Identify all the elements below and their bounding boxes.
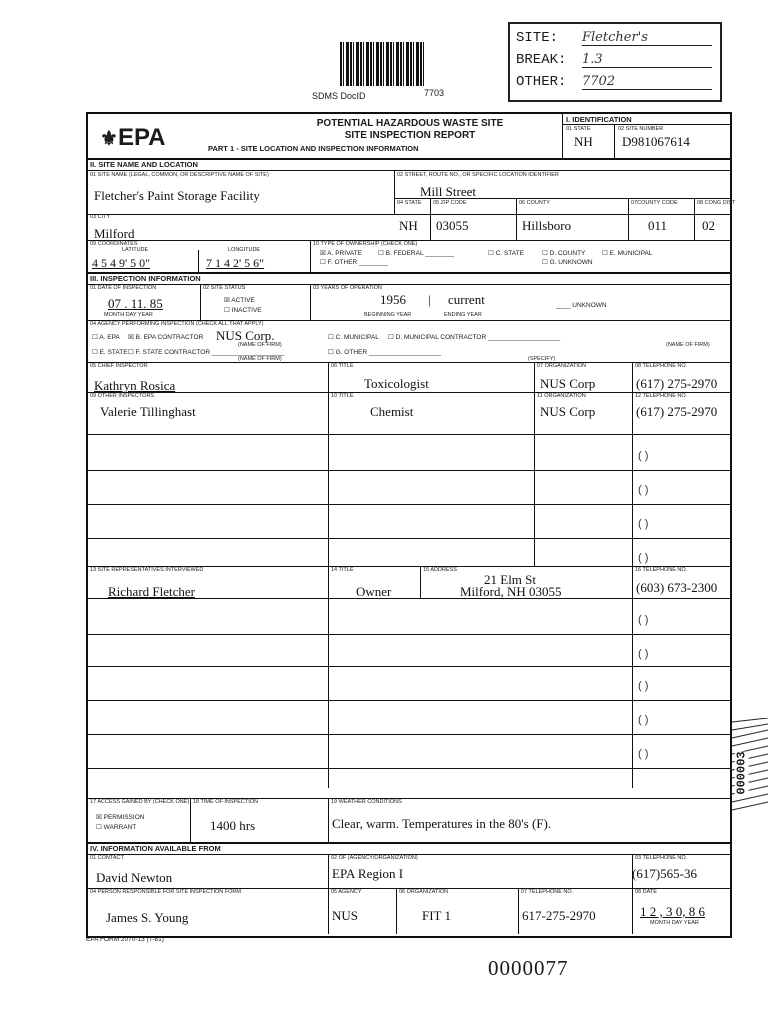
other-phone-label: 12 TELEPHONE NO. bbox=[635, 393, 688, 399]
specify-label: (SPECIFY) bbox=[528, 356, 556, 362]
other-title: Chemist bbox=[370, 404, 414, 419]
ownership-county: ☐ D. COUNTY bbox=[542, 250, 586, 257]
side-stamp-number: 000003 bbox=[734, 751, 749, 795]
access-label: 17 ACCESS GAINED BY (CHECK ONE) bbox=[90, 799, 190, 805]
name-of-firm-1: (NAME OF FIRM) bbox=[238, 342, 282, 348]
person-org: FIT 1 bbox=[422, 908, 452, 923]
section-site-location: II. SITE NAME AND LOCATION bbox=[90, 160, 198, 169]
zip: 03055 bbox=[436, 218, 469, 233]
ownership-federal: ☐ B. FEDERAL ________ bbox=[378, 250, 455, 257]
site-stamp bbox=[508, 22, 722, 102]
section-inspection: III. INSPECTION INFORMATION bbox=[90, 274, 201, 283]
contact: David Newton bbox=[96, 870, 173, 885]
epa-seal-icon: ⚜ bbox=[100, 128, 118, 150]
agency-state: ☐ E. STATE bbox=[92, 349, 128, 356]
site-name-label: 01 SITE NAME (LEGAL, COMMON, OR DESCRIPTIVE NAME OF SITE) bbox=[90, 172, 269, 178]
person-label: 04 PERSON RESPONSIBLE FOR SITE INSPECTION FORM bbox=[90, 889, 241, 895]
county-code-label: 07COUNTY CODE bbox=[631, 200, 678, 206]
contact-label: 01 CONTACT bbox=[90, 855, 124, 861]
chief-phone-label: 08 TELEPHONE NO. bbox=[635, 363, 688, 369]
rep-title: Owner bbox=[356, 584, 392, 599]
name-of-firm-3: (NAME OF FIRM) bbox=[238, 356, 282, 362]
form-date-label: 08 DATE bbox=[635, 889, 657, 895]
ownership-private: ☒ A. PRIVATE bbox=[320, 250, 363, 257]
chief-inspector: Kathryn Rosica bbox=[94, 378, 176, 393]
latitude-label: LATITUDE bbox=[122, 247, 149, 253]
years-label: 03 YEARS OF OPERATION bbox=[313, 285, 382, 291]
year-sep: | bbox=[428, 292, 431, 307]
id-state: NH bbox=[574, 134, 593, 149]
id-site-number-label: 02 SITE NUMBER bbox=[618, 126, 664, 132]
rep-phone: (603) 673-2300 bbox=[636, 580, 718, 595]
agency-other: ☐ G. OTHER ____________________ bbox=[328, 349, 442, 356]
stamp-other-label: OTHER: bbox=[516, 74, 567, 90]
person: James S. Young bbox=[106, 910, 189, 925]
agency-municipal: ☐ C. MUNICIPAL bbox=[328, 334, 379, 341]
ownership-other: ☐ F. OTHER ________ bbox=[320, 259, 388, 266]
street: Mill Street bbox=[420, 184, 476, 199]
state-label: 04 STATE bbox=[397, 200, 422, 206]
longitude: 7 1 4 2' 5 6" bbox=[206, 256, 265, 270]
phone-blank-1: ( ) bbox=[638, 450, 649, 462]
end-sub: ENDING YEAR bbox=[444, 312, 482, 318]
inspection-time: 1400 hrs bbox=[210, 818, 256, 833]
stamp-site-label: SITE: bbox=[516, 30, 559, 46]
cong-label: 08 CONG DIST bbox=[697, 200, 736, 206]
barcode bbox=[340, 42, 424, 86]
rep-title-label: 14 TITLE bbox=[331, 567, 354, 573]
coords-label: 09 COORDINATES bbox=[90, 241, 138, 247]
name-of-firm-2: (NAME OF FIRM) bbox=[666, 342, 710, 348]
city: Milford bbox=[94, 226, 135, 241]
form-title bbox=[260, 118, 560, 142]
form-title-line3: PART 1 - SITE LOCATION AND INSPECTION INFORMATION bbox=[208, 144, 419, 153]
epa-logo: ⚜EPA bbox=[100, 124, 166, 151]
other-org-label: 11 ORGANIZATION bbox=[537, 393, 586, 399]
date-sub: MONTH DAY YEAR bbox=[104, 312, 153, 318]
of-label: 02 OF (AGENCY/ORGANIZATION) bbox=[331, 855, 418, 861]
state: NH bbox=[399, 218, 418, 233]
person-tel-label: 07 TELEPHONE NO. bbox=[521, 889, 574, 895]
chief-phone: (617) 275-2970 bbox=[636, 376, 718, 391]
person-agency-label: 05 AGENCY bbox=[331, 889, 362, 895]
phone-blank-3: ( ) bbox=[638, 518, 649, 530]
rep-address-1: 21 Elm St bbox=[484, 572, 537, 587]
form-number: EPA FORM 2070-13 (7-81) bbox=[86, 936, 164, 943]
person-agency: NUS bbox=[332, 908, 359, 923]
contact-phone-label: 03 TELEPHONE NO. bbox=[635, 855, 688, 861]
site-name: Fletcher's Paint Storage Facility bbox=[94, 188, 260, 203]
identification-heading: I. IDENTIFICATION bbox=[566, 115, 632, 124]
ownership-municipal: ☐ E. MUNICIPAL bbox=[602, 250, 653, 257]
chief-org-label: 07 ORGANIZATION bbox=[537, 363, 587, 369]
weather-label: 19 WEATHER CONDITIONS bbox=[331, 799, 402, 805]
agency-state-contractor: ☐ F. STATE CONTRACTOR ____________________ bbox=[128, 349, 285, 356]
rep-name: Richard Fletcher bbox=[108, 584, 195, 599]
other-inspector: Valerie Tillinghast bbox=[100, 404, 196, 419]
agency-epa-contractor: ☒ B. EPA CONTRACTOR bbox=[128, 334, 204, 341]
years-unknown: ____ UNKNOWN bbox=[556, 302, 607, 309]
county-code: 011 bbox=[648, 218, 668, 233]
others-label: 09 OTHER INSPECTORS bbox=[90, 393, 155, 399]
phone-blank-4: ( ) bbox=[638, 552, 649, 564]
ownership-unknown: ☐ G. UNKNOWN bbox=[542, 259, 593, 266]
id-site-number: D981067614 bbox=[622, 134, 690, 149]
id-state-label: 01 STATE bbox=[566, 126, 591, 132]
form-date-sub: MONTH DAY YEAR bbox=[650, 920, 699, 926]
section-info-available: IV. INFORMATION AVAILABLE FROM bbox=[90, 844, 221, 853]
form-title-line2: SITE INSPECTION REPORT bbox=[344, 130, 476, 141]
phone-blank-7: ( ) bbox=[638, 680, 649, 692]
phone-blank-2: ( ) bbox=[638, 484, 649, 496]
person-org-label: 06 ORGANIZATION bbox=[399, 889, 449, 895]
agency-municipal-contractor: ☐ D. MUNICIPAL CONTRACTOR ____________________ bbox=[388, 334, 561, 341]
time-label: 18 TIME OF INSPECTION bbox=[193, 799, 258, 805]
rep-address-label: 15 ADDRESS bbox=[423, 567, 457, 573]
weather: Clear, warm. Temperatures in the 80's (F). bbox=[332, 816, 552, 831]
county: Hillsboro bbox=[522, 218, 572, 233]
begin-sub: BEGINNING YEAR bbox=[364, 312, 412, 318]
chief-title-label: 06 TITLE bbox=[331, 363, 354, 369]
phone-blank-8: ( ) bbox=[638, 714, 649, 726]
other-org: NUS Corp bbox=[540, 404, 596, 419]
date-label: 01 DATE OF INSPECTION bbox=[90, 285, 157, 291]
agency-label: 04 AGENCY PERFORMING INSPECTION (CHECK ALL THAT APPLY) bbox=[90, 321, 264, 327]
county-label: 06 COUNTY bbox=[519, 200, 550, 206]
ownership-state: ☐ C. STATE bbox=[488, 250, 524, 257]
form-date: 1 2 , 3 0, 8 6 bbox=[640, 904, 705, 919]
cong-dist: 02 bbox=[702, 218, 715, 233]
epa-contractor-name: NUS Corp. bbox=[216, 328, 275, 343]
zip-label: 05 ZIP CODE bbox=[433, 200, 467, 206]
rep-address-2: Milford, NH 03055 bbox=[460, 584, 562, 599]
form-title-line1: POTENTIAL HAZARDOUS WASTE SITE bbox=[316, 118, 504, 129]
inspection-form bbox=[86, 112, 736, 938]
chief-title: Toxicologist bbox=[364, 376, 429, 391]
status-active: ☒ ACTIVE bbox=[224, 297, 255, 304]
longitude-label: LONGITUDE bbox=[228, 247, 261, 253]
phone-blank-6: ( ) bbox=[638, 648, 649, 660]
city-label: 03 CITY bbox=[90, 214, 111, 220]
access-warrant: ☐ WARRANT bbox=[96, 824, 137, 831]
access-permission: ☒ PERMISSION bbox=[96, 814, 145, 821]
stamp-site-value: Fletcher's bbox=[582, 30, 712, 46]
chief-label: 05 CHIEF INSPECTOR bbox=[90, 363, 148, 369]
stamp-break-label: BREAK: bbox=[516, 52, 567, 68]
side-stamp bbox=[730, 718, 770, 828]
contact-org: EPA Region I bbox=[332, 866, 404, 881]
docid-number: 7703 bbox=[424, 88, 445, 98]
chief-org: NUS Corp bbox=[540, 376, 596, 391]
ownership-label: 10 TYPE OF OWNERSHIP (CHECK ONE) bbox=[313, 241, 418, 247]
status-label: 02 SITE STATUS bbox=[203, 285, 246, 291]
inspection-date: 07 . 11. 85 bbox=[108, 296, 163, 311]
rep-phone-label: 16 TELEPHONE NO. bbox=[635, 567, 688, 573]
phone-blank-9: ( ) bbox=[638, 748, 649, 760]
person-tel: 617-275-2970 bbox=[522, 908, 596, 923]
status-inactive: ☐ INACTIVE bbox=[224, 307, 262, 314]
latitude: 4 5 4 9' 5 0" bbox=[92, 256, 151, 270]
street-label: 02 STREET, ROUTE NO., OR SPECIFIC LOCATION IDENTIFIER bbox=[397, 172, 559, 178]
page-number: 0000077 bbox=[488, 956, 569, 980]
reps-label: 13 SITE REPRESENTATIVES INTERVIEWED bbox=[90, 567, 204, 573]
docid-label: SDMS DocID bbox=[312, 91, 366, 101]
other-phone: (617) 275-2970 bbox=[636, 404, 718, 419]
stamp-other-value: 7702 bbox=[582, 74, 712, 90]
other-title-label: 10 TITLE bbox=[331, 393, 354, 399]
agency-epa: ☐ A. EPA bbox=[92, 334, 120, 341]
phone-blank-5: ( ) bbox=[638, 614, 649, 626]
contact-phone: (617)565-36 bbox=[632, 866, 697, 881]
year-end: current bbox=[448, 292, 485, 307]
year-begin: 1956 bbox=[380, 292, 406, 307]
stamp-break-value: 1.3 bbox=[582, 52, 712, 68]
